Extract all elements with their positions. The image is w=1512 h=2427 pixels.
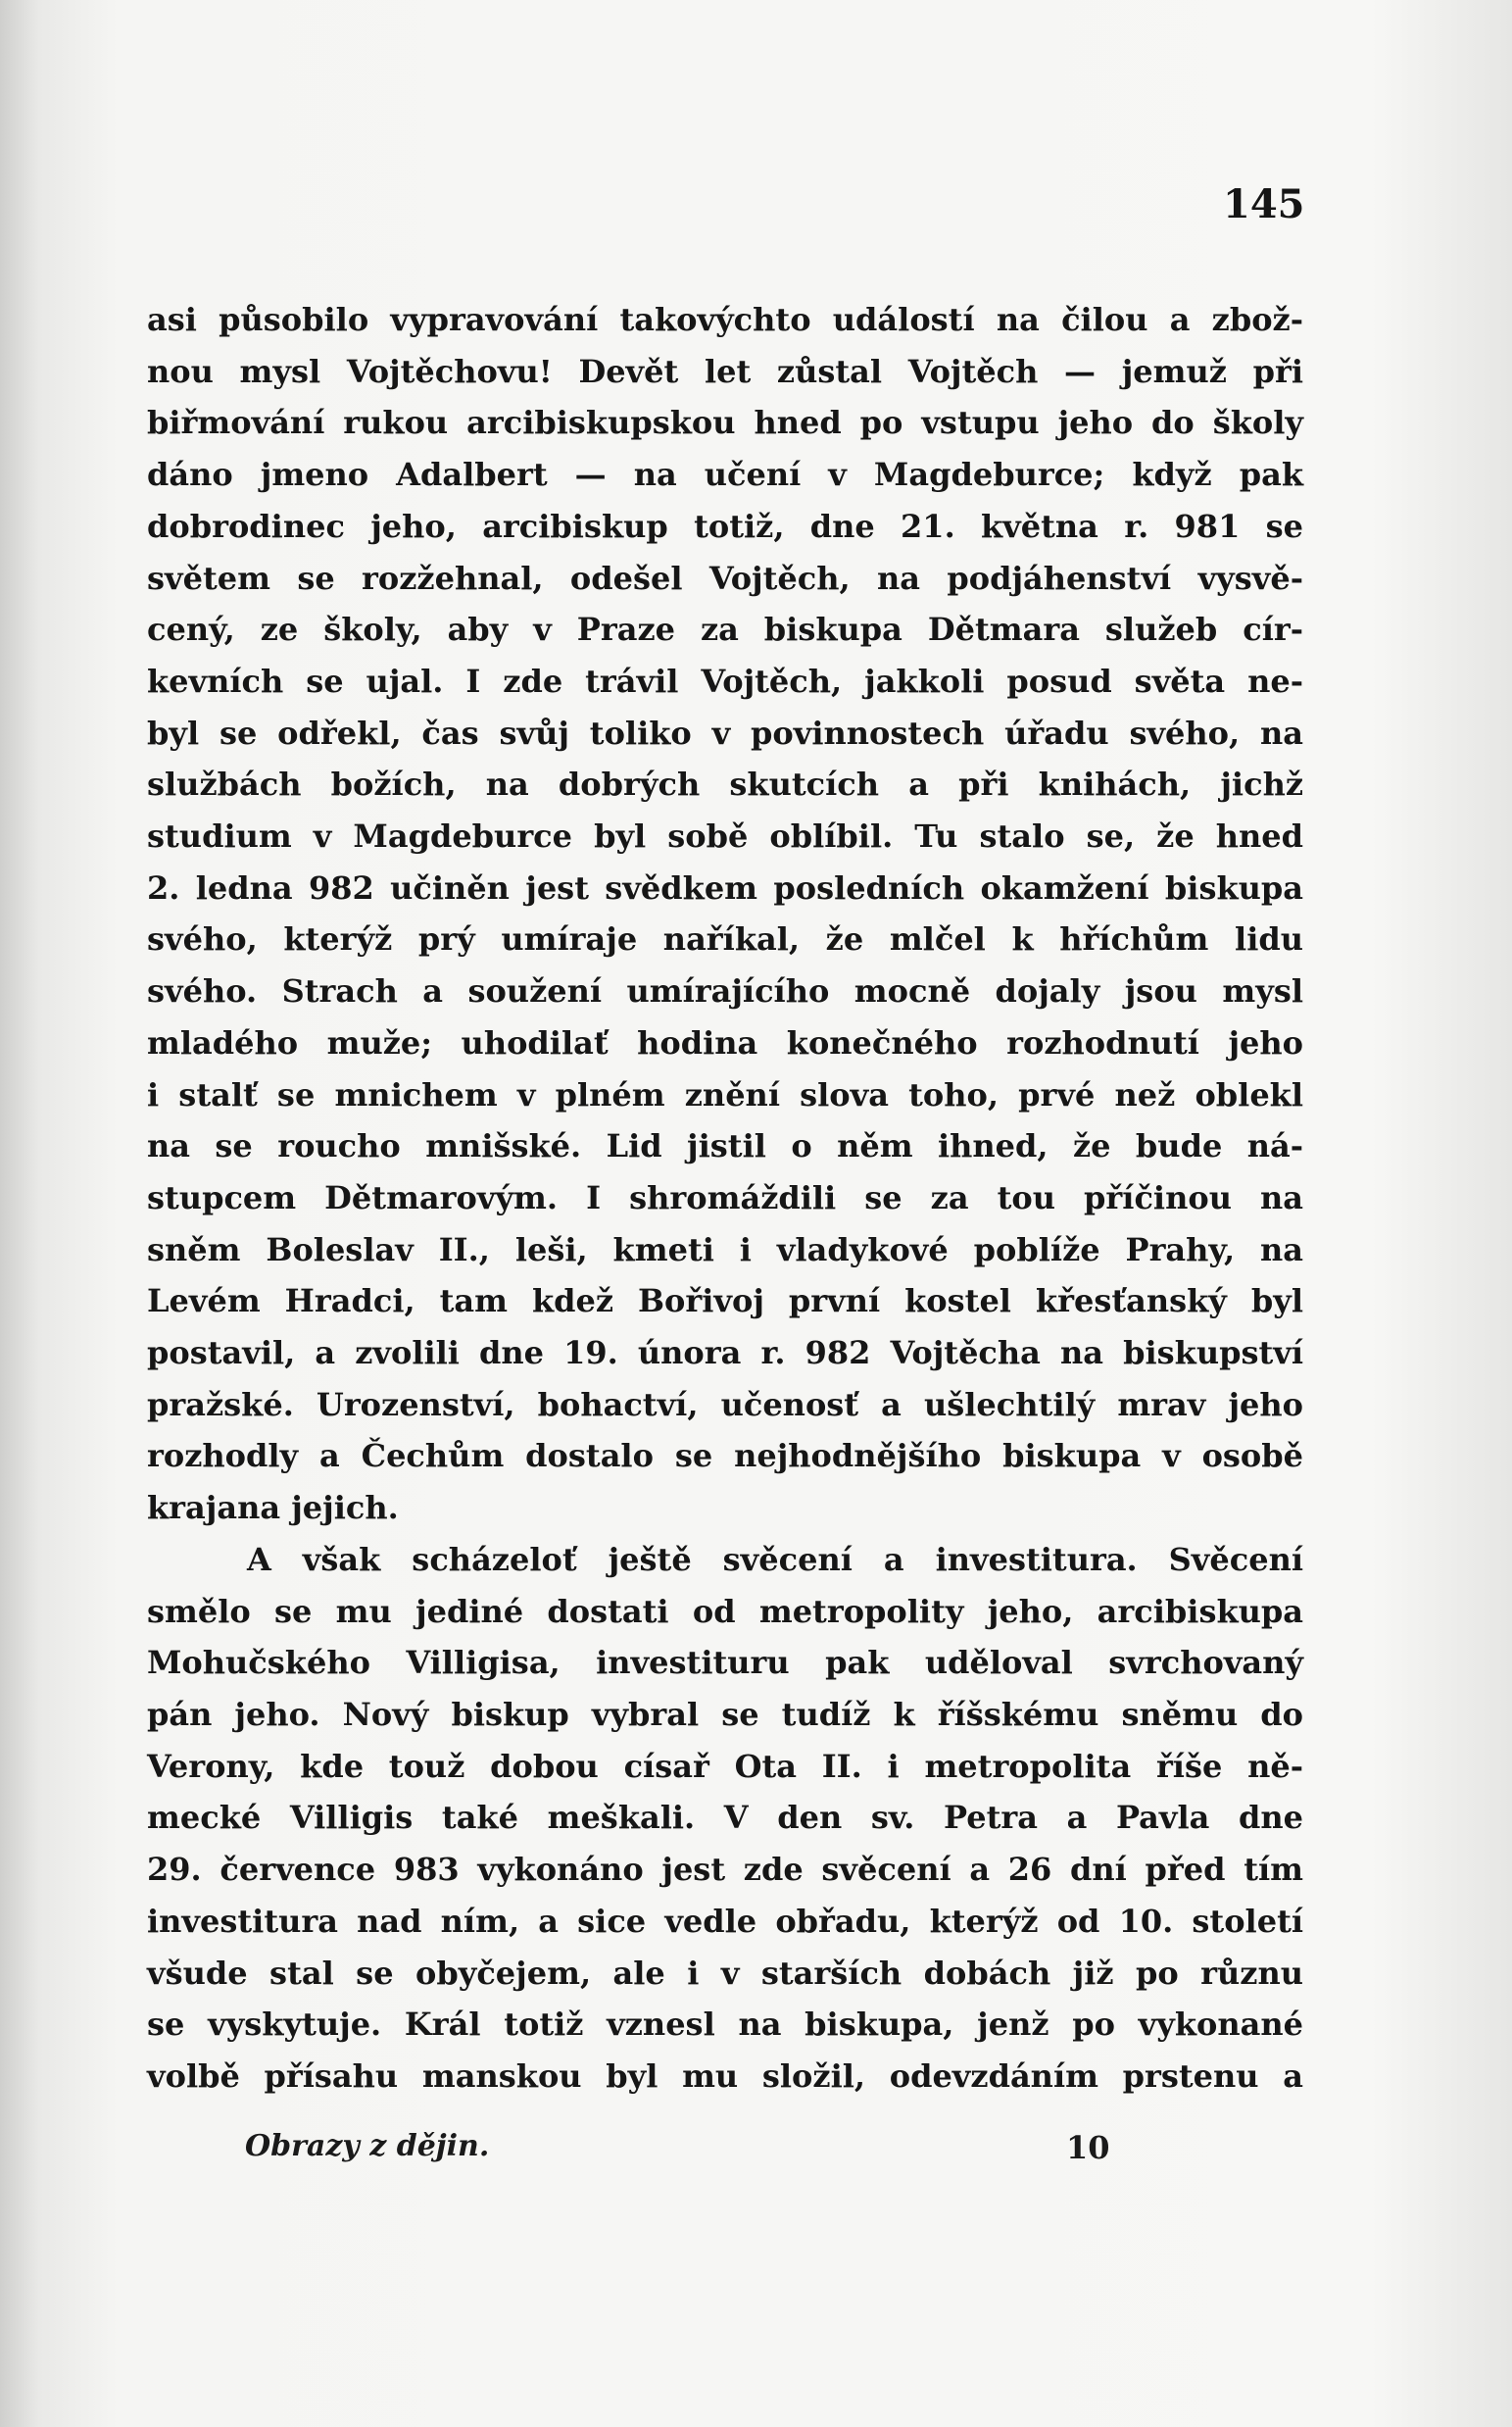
page-footer <box>245 2129 1127 2178</box>
text-line: asi působilo vypravování takovýchto událostí na čilou a zbož- <box>147 301 1303 338</box>
text-line: Levém Hradci, tam kdež Bořivoj první kostel křesťanský byl <box>147 1282 1303 1320</box>
text-line: volbě přísahu manskou byl mu složil, odevzdáním prstenu a <box>147 2056 1303 2095</box>
text-line: se vyskytuje. Král totiž vznesl na biskupa, jenž po vykonané <box>147 2006 1303 2044</box>
text-line: dáno jmeno Adalbert — na učení v Magdeburce; když pak <box>147 456 1303 494</box>
text-line: mladého muže; uhodilať hodina konečného rozhodnutí jeho <box>147 1023 1303 1062</box>
text-line: i stalť se mnichem v plném znění slova toho, prvé než oblekl <box>147 1075 1303 1114</box>
text-line: smělo se mu jediné dostati od metropolity jeho, arcibiskupa <box>147 1592 1303 1630</box>
body-text <box>147 294 1303 2103</box>
text-line: 2. ledna 982 učiněn jest svědkem posledních okamžení biskupa <box>147 868 1303 907</box>
text-line: investitura nad ním, a sice vedle obřadu, kterýž od 10. století <box>147 1902 1303 1940</box>
text-line: 29. července 983 vykonáno jest zde svěcení a 26 dní před tím <box>147 1851 1303 1889</box>
text-line: službách božích, na dobrých skutcích a při knihách, jichž <box>147 766 1303 804</box>
text-line: dobrodinec jeho, arcibiskup totiž, dne 21. května r. 981 se <box>147 507 1303 545</box>
text-line: nou mysl Vojtěchovu! Devět let zůstal Vojtěch — jemuž při <box>147 352 1303 390</box>
text-line: svého, kterýž prý umíraje naříkal, že mlčel k hříchům lidu <box>147 920 1303 959</box>
text-line: rozhodly a Čechům dostalo se nejhodnějšího biskupa v osobě <box>147 1437 1303 1475</box>
footer-book-title: Obrazy z dějin. <box>245 2129 490 2163</box>
text-line: A však scházeloť ještě svěcení a investitura. Svěcení <box>247 1540 1303 1578</box>
text-line: světem se rozžehnal, odešel Vojtěch, na podjáhenství vysvě- <box>147 559 1303 597</box>
signature-mark: 10 <box>1066 2129 1110 2166</box>
text-line: pražské. Urozenství, bohactví, učenosť a ušlechtilý mrav jeho <box>147 1385 1303 1423</box>
text-line: mecké Villigis také meškali. V den sv. Petra a Pavla dne <box>147 1799 1303 1837</box>
text-line: cený, ze školy, aby v Praze za biskupa Dětmara služeb cír- <box>147 611 1303 649</box>
text-line: kevních se ujal. I zde trávil Vojtěch, jakkoli posud světa ne- <box>147 662 1303 700</box>
text-line: na se roucho mnišské. Lid jistil o něm ihned, že bude ná- <box>147 1127 1303 1165</box>
text-line: pán jeho. Nový biskup vybral se tudíž k říšskému sněmu do <box>147 1695 1303 1733</box>
page-number: 145 <box>1223 181 1305 227</box>
text-line: sněm Boleslav II., leši, kmeti i vladykové poblíže Prahy, na <box>147 1230 1303 1268</box>
text-line: krajana jejich. <box>147 1489 399 1527</box>
text-line: svého. Strach a soužení umírajícího mocně dojaly jsou mysl <box>147 972 1303 1011</box>
text-line: studium v Magdeburce byl sobě oblíbil. Tu stalo se, že hned <box>147 817 1303 856</box>
text-line: byl se odřekl, čas svůj toliko v povinnostech úřadu svého, na <box>147 714 1303 752</box>
text-line: všude stal se obyčejem, ale i v starších dobách již po různu <box>147 1954 1303 1992</box>
text-line: Mohučského Villigisa, investituru pak uděloval svrchovaný <box>147 1644 1303 1682</box>
text-line: postavil, a zvolili dne 19. února r. 982 Vojtěcha na biskupství <box>147 1334 1303 1372</box>
text-line: stupcem Dětmarovým. I shromáždili se za tou příčinou na <box>147 1178 1303 1216</box>
text-line: Verony, kde touž dobou císař Ota II. i metropolita říše ně- <box>147 1747 1303 1785</box>
text-line: biřmování rukou arcibiskupskou hned po vstupu jeho do školy <box>147 404 1303 442</box>
